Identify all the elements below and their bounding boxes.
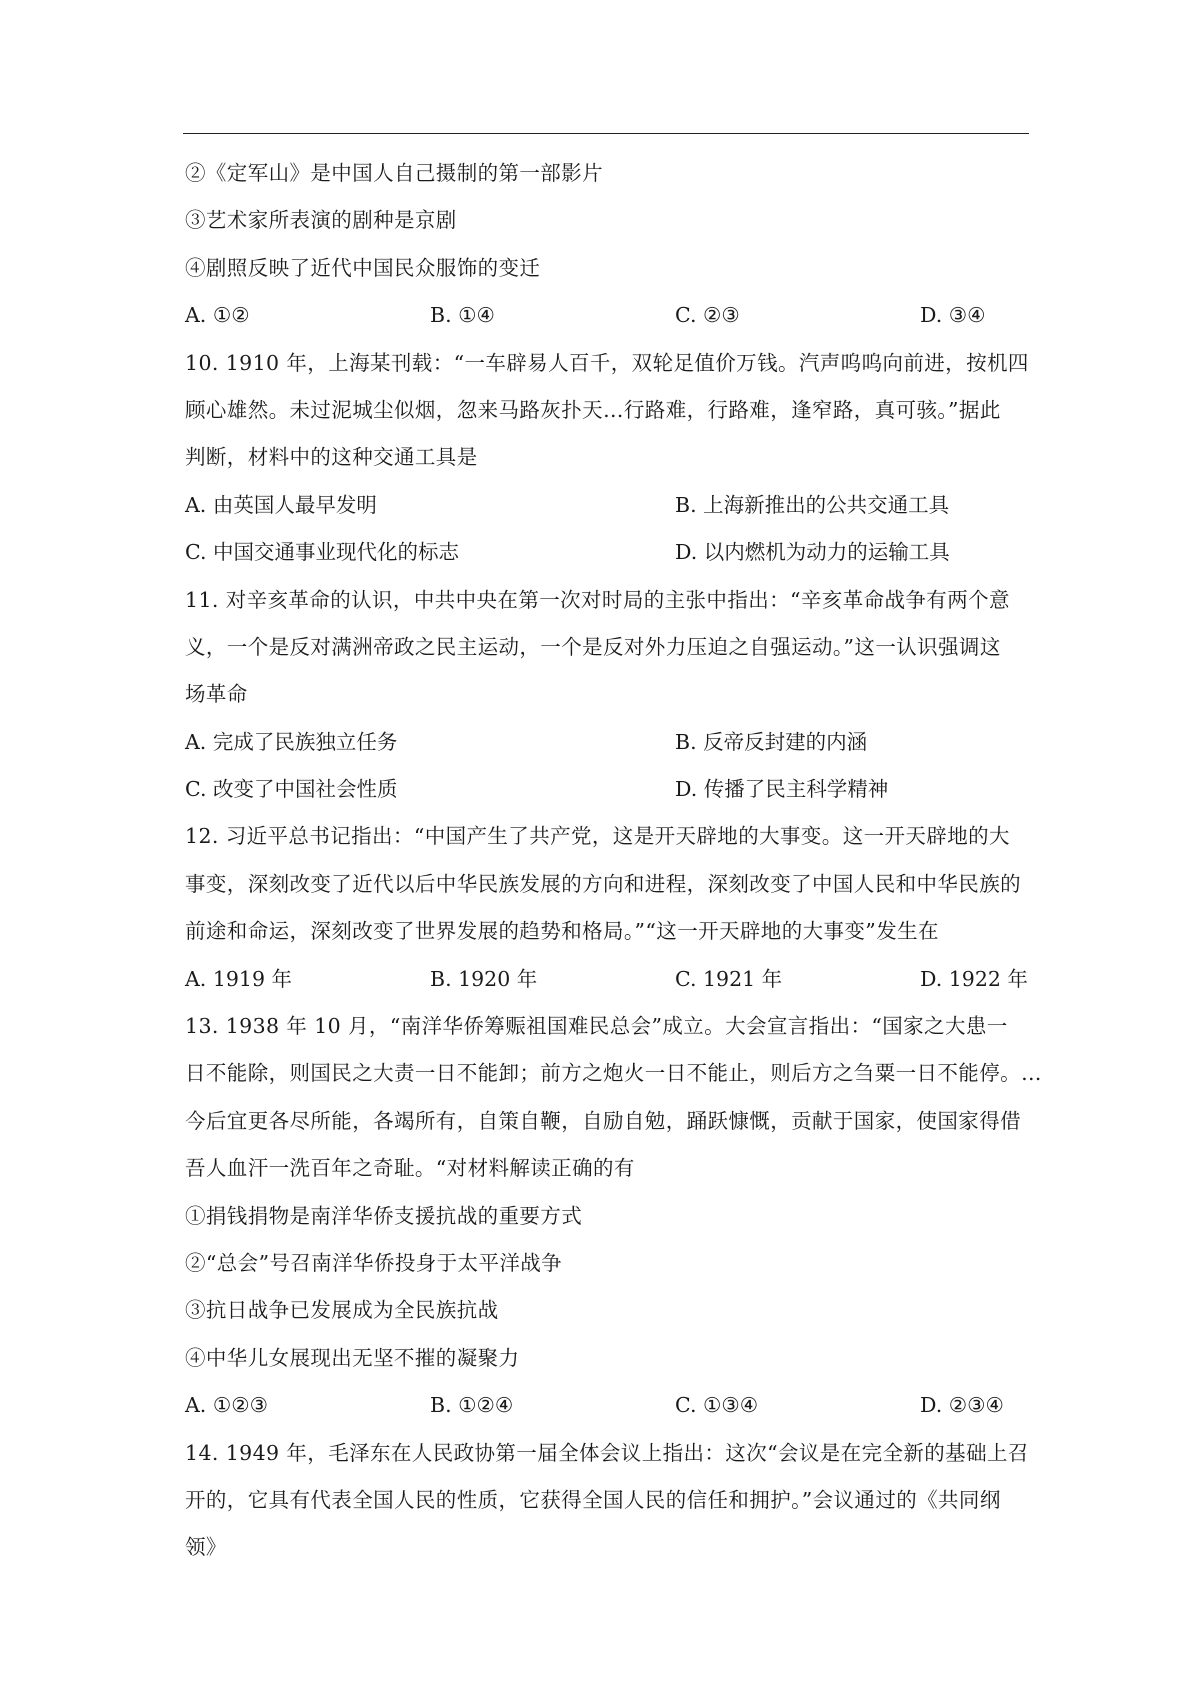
q14-stem-line: 领》	[185, 1535, 227, 1560]
q10-stem-line: 10. 1910 年，上海某刊载：“一车辟易人百千，双轮足值价万钱。汽声呜呜向前进，按机四	[185, 350, 1029, 375]
q12-option-c: C. 1921 年	[675, 966, 783, 991]
q13-option-d: D. ②③④	[920, 1393, 1004, 1418]
q11-stem-line: 11. 对辛亥革命的认识，中共中央在第一次对时局的主张中指出：“辛亥革命战争有两个意	[185, 587, 1010, 612]
q14-stem-line: 开的，它具有代表全国人民的性质，它获得全国人民的信任和拥护。”会议通过的《共同纲	[185, 1487, 1001, 1512]
q10-options-row	[185, 529, 1030, 576]
q14-stem-line: 14. 1949 年，毛泽东在人民政协第一届全体会议上指出：这次“会议是在完全新的基础上召	[185, 1440, 1029, 1465]
q13-option-b: B. ①②④	[430, 1393, 514, 1418]
q11-stem-line: 义，一个是反对满洲帝政之民主运动，一个是反对外力压迫之自强运动。”这一认识强调这	[185, 634, 1001, 659]
q12-stem-line: 事变，深刻改变了近代以后中华民族发展的方向和进程，深刻改变了中国人民和中华民族的	[185, 871, 1021, 896]
q11-option-d: D. 传播了民主科学精神	[675, 777, 889, 802]
q10-option-b: B. 上海新推出的公共交通工具	[675, 492, 950, 517]
q13-stem-line: 日不能除，则国民之大责一日不能卸；前方之炮火一日不能止，则后方之刍粟一日不能停。…	[185, 1061, 1042, 1086]
q11-stem-line: 场革命	[185, 682, 248, 707]
q11-option-a: A. 完成了民族独立任务	[185, 729, 398, 754]
q10-option-c: C. 中国交通事业现代化的标志	[185, 540, 459, 565]
question-content	[185, 150, 1042, 1572]
q13-item-1: ①捐钱捐物是南洋华侨支援抗战的重要方式	[185, 1203, 583, 1228]
q13-option-a: A. ①②③	[185, 1393, 268, 1418]
q12-options	[185, 956, 1030, 1003]
q10-options-row	[185, 482, 1030, 529]
q9-item-3: ③艺术家所表演的剧种是京剧	[185, 208, 457, 233]
q12-stem-line: 12. 习近平总书记指出：“中国产生了共产党，这是开天辟地的大事变。这一开天辟地的大	[185, 824, 1010, 849]
q13-item-4: ④中华儿女展现出无坚不摧的凝聚力	[185, 1345, 520, 1370]
q13-stem-line: 今后宜更各尽所能，各竭所有，自策自鞭，自励自勉，踊跃慷慨，贡献于国家，使国家得借	[185, 1108, 1021, 1133]
q13-stem-line: 13. 1938 年 10 月，“南洋华侨筹赈祖国难民总会”成立。大会宣言指出：“国家之大患一	[185, 1014, 1008, 1039]
q10-stem-line: 顾心雄然。未过泥城尘似烟，忽来马路灰扑天…行路难，行路难，逢窄路，真可骇。”据此	[185, 397, 1001, 422]
q13-item-3: ③抗日战争已发展成为全民族抗战	[185, 1298, 499, 1323]
q12-option-b: B. 1920 年	[430, 966, 538, 991]
q11-option-c: C. 改变了中国社会性质	[185, 777, 398, 802]
q9-options	[185, 292, 1030, 339]
q12-option-a: A. 1919 年	[185, 966, 293, 991]
q11-options-row	[185, 719, 1030, 766]
q12-option-d: D. 1922 年	[920, 966, 1028, 991]
q9-item-4: ④剧照反映了近代中国民众服饰的变迁	[185, 255, 541, 280]
q9-option-d: D. ③④	[920, 303, 986, 328]
q13-stem-line: 吾人血汗一洗百年之奇耻。“对材料解读正确的有	[185, 1156, 635, 1181]
q10-option-d: D. 以内燃机为动力的运输工具	[675, 540, 950, 565]
q10-option-a: A. 由英国人最早发明	[185, 492, 377, 517]
q9-option-a: A. ①②	[185, 303, 250, 328]
q9-option-c: C. ②③	[675, 303, 740, 328]
q9-item-2: ②《定军山》是中国人自己摄制的第一部影片	[185, 161, 603, 185]
q10-stem-line: 判断，材料中的这种交通工具是	[185, 445, 478, 470]
q13-item-2: ②“总会”号召南洋华侨投身于太平洋战争	[185, 1250, 563, 1275]
q13-options	[185, 1382, 1030, 1429]
q11-options-row	[185, 766, 1030, 813]
q12-stem-line: 前途和命运，深刻改变了世界发展的趋势和格局。”“这一开天辟地的大事变”发生在	[185, 919, 939, 944]
header-rule	[183, 133, 1029, 134]
q9-option-b: B. ①④	[430, 303, 495, 328]
q13-option-c: C. ①③④	[675, 1393, 759, 1418]
q11-option-b: B. 反帝反封建的内涵	[675, 729, 868, 754]
